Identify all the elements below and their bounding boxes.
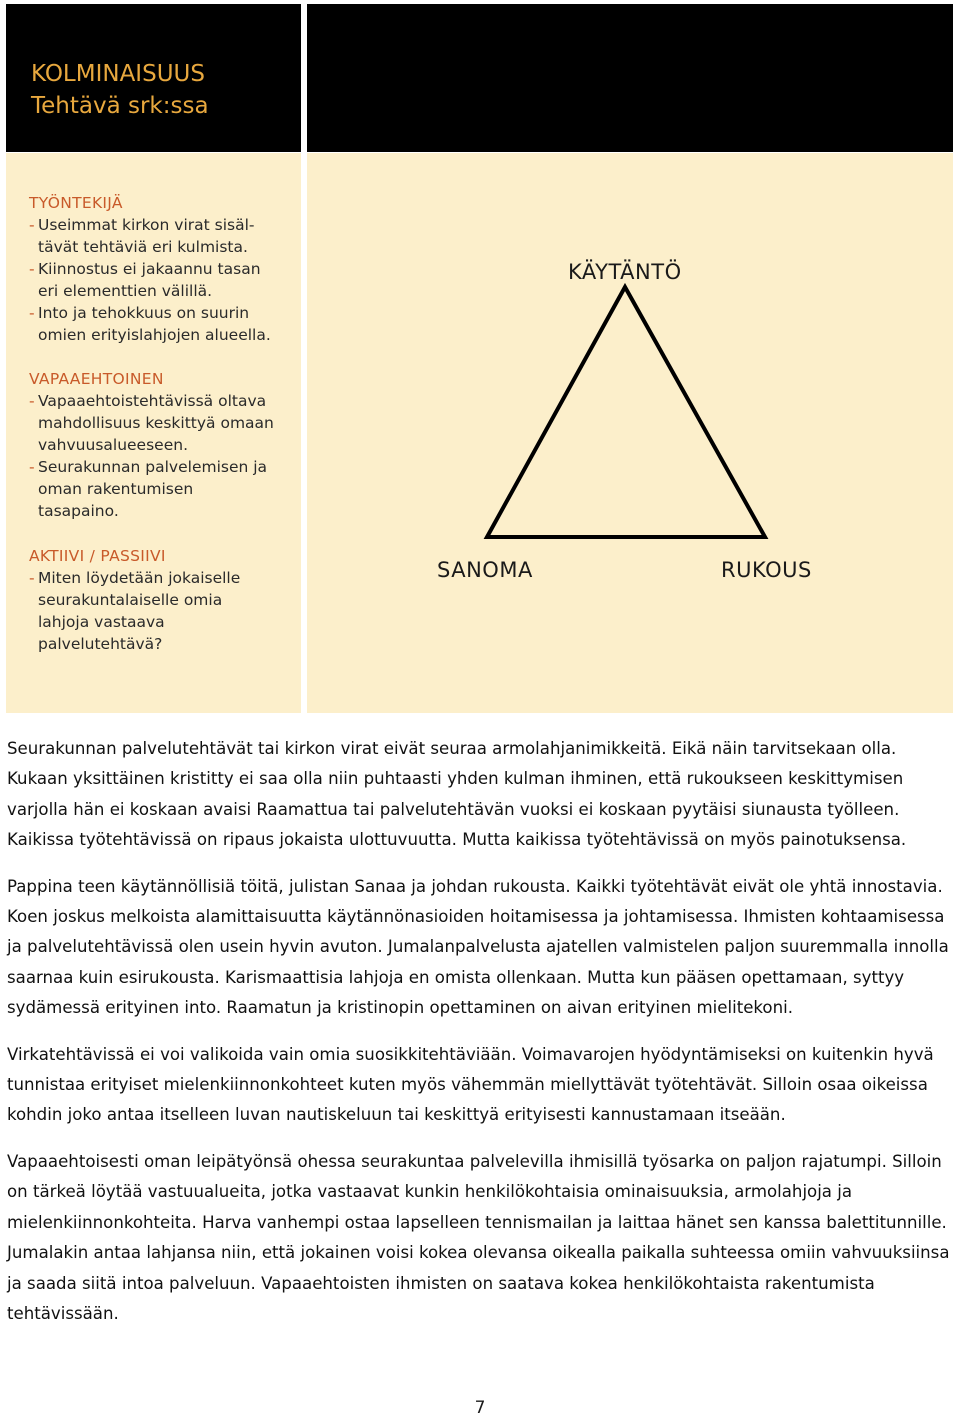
list-item: - Seurakunnan palvelemisen ja oman rakentumisen tasapaino. (29, 458, 268, 520)
label-rukous: RUKOUS (721, 558, 812, 582)
list-item: - Useimmat kirkon virat sisäl- tävät tehtäviä eri kulmista. (29, 216, 255, 256)
header-panel-right (307, 4, 953, 152)
section-aktiivi-passiivi (29, 545, 289, 655)
section-heading: VAPAAEHTOINEN (29, 370, 164, 388)
list-item: - Into ja tehokkuus on suurin omien erityislahjojen alueella. (29, 304, 271, 344)
list-item-text: Useimmat kirkon virat sisäl- tävät tehtäviä eri kulmista. (38, 216, 255, 256)
slide-title-block (31, 58, 209, 122)
list-item: - Miten löydetään jokaiselle seurakuntalaiselle omia lahjoja vastaava palvelutehtävä? (29, 569, 241, 653)
list-item-text: Into ja tehokkuus on suurin omien erityislahjojen alueella. (38, 304, 271, 344)
section-heading: AKTIIVI / PASSIIVI (29, 547, 166, 565)
list-item-text: Vapaaehtoistehtävissä oltava mahdollisuus keskittyä omaan vahvuusalueeseen. (38, 392, 274, 454)
triangle-shape (487, 287, 765, 537)
list-item: - Vapaaehtoistehtävissä oltava mahdollisuus keskittyä omaan vahvuusalueeseen. (29, 392, 274, 454)
section-heading: TYÖNTEKIJÄ (29, 194, 123, 212)
trinity-triangle (307, 153, 953, 713)
slide-subtitle: Tehtävä srk:ssa (31, 93, 209, 119)
body-text (7, 734, 952, 1345)
paragraph: Virkatehtävissä ei voi valikoida vain omia suosikkitehtäviään. Voimavarojen hyödyntämiseksi on kuitenkin hyvä tunnistaa erityiset mielenkiinnonkohteet kuten myös vähemmän miellyttävät työtehtävät. Silloin osaa oikeissa kohdin joko antaa itselleen luvan nautiskeluun tai keskittyä erityisesti kannustamaan itseään. (7, 1044, 934, 1125)
section-vapaaehtoinen (29, 368, 289, 522)
list-item-text: Miten löydetään jokaiselle seurakuntalaiselle omia lahjoja vastaava palvelutehtävä? (38, 569, 241, 653)
list-item-text: Kiinnostus ei jakaannu tasan eri elementtien välillä. (38, 260, 261, 300)
paragraph: Seurakunnan palvelutehtävät tai kirkon virat eivät seuraa armolahjanimikkeitä. Eikä näin tarvitsekaan olla. Kukaan yksittäinen kristitty ei saa olla niin puhtaasti yhden kulman ihminen, että rukoukseen keskittymisen varjolla hän ei koskaan avaisi Raamattua tai palvelutehtävän vuoksi ei koskaan pyytäisi siunausta työlleen. Kaikissa työtehtävissä on ripaus jokaista ulottuvuutta. Mutta kaikissa työtehtävissä on myös painotuksensa. (7, 739, 907, 850)
slide-title: KOLMINAISUUS (31, 61, 205, 87)
page-number: 7 (474, 1398, 486, 1418)
list-item: - Kiinnostus ei jakaannu tasan eri elementtien välillä. (29, 260, 261, 300)
section-tyontekija (29, 192, 289, 346)
list-item-text: Seurakunnan palvelemisen ja oman rakentumisen tasapaino. (38, 458, 268, 520)
paragraph: Vapaaehtoisesti oman leipätyönsä ohessa seurakuntaa palvelevilla ihmisillä työsarka on paljon rajatumpi. Silloin on tärkeä löytää vastuualueita, jotka vastaavat kunkin henkilökohtaisia ominaisuuksia, armolahjoja ja mielenkiinnonkohteita. Harva vanhempi ostaa lapselleen tennismailan ja laittaa hänet sen kanssa balettitunnille. Jumalakin antaa lahjansa niin, että jokainen voisi kokea olevansa oikealla paikalla suhteessa omiin vahvuuksiinsa ja saada siitä intoa palveluun. Vapaaehtoisten ihmisten on saatava kokea henkilökohtaista rakentumista tehtävissään. (7, 1151, 950, 1323)
label-sanoma: SANOMA (437, 558, 533, 582)
label-kaytanto: KÄYTÄNTÖ (568, 260, 682, 284)
paragraph: Pappina teen käytännöllisiä töitä, julistan Sanaa ja johdan rukousta. Kaikki työtehtävät eivät ole yhtä innostavia. Koen joskus melkoista alamittaisuutta käytännönasioiden hoitamisessa ja johtamisessa. Ihmisten kohtaamisessa ja palvelutehtävissä olen usein hyvin avuton. Jumalanpalvelusta ajatellen valmistelen paljon suuremmalla innolla saarnaa kuin esirukousta. Karismaattisia lahjoja en omista ollenkaan. Mutta kun pääsen opettamaan, syttyy sydämessä erityinen into. Raamatun ja kristinopin opettaminen on aivan erityinen mielitekoni. (7, 876, 949, 1018)
